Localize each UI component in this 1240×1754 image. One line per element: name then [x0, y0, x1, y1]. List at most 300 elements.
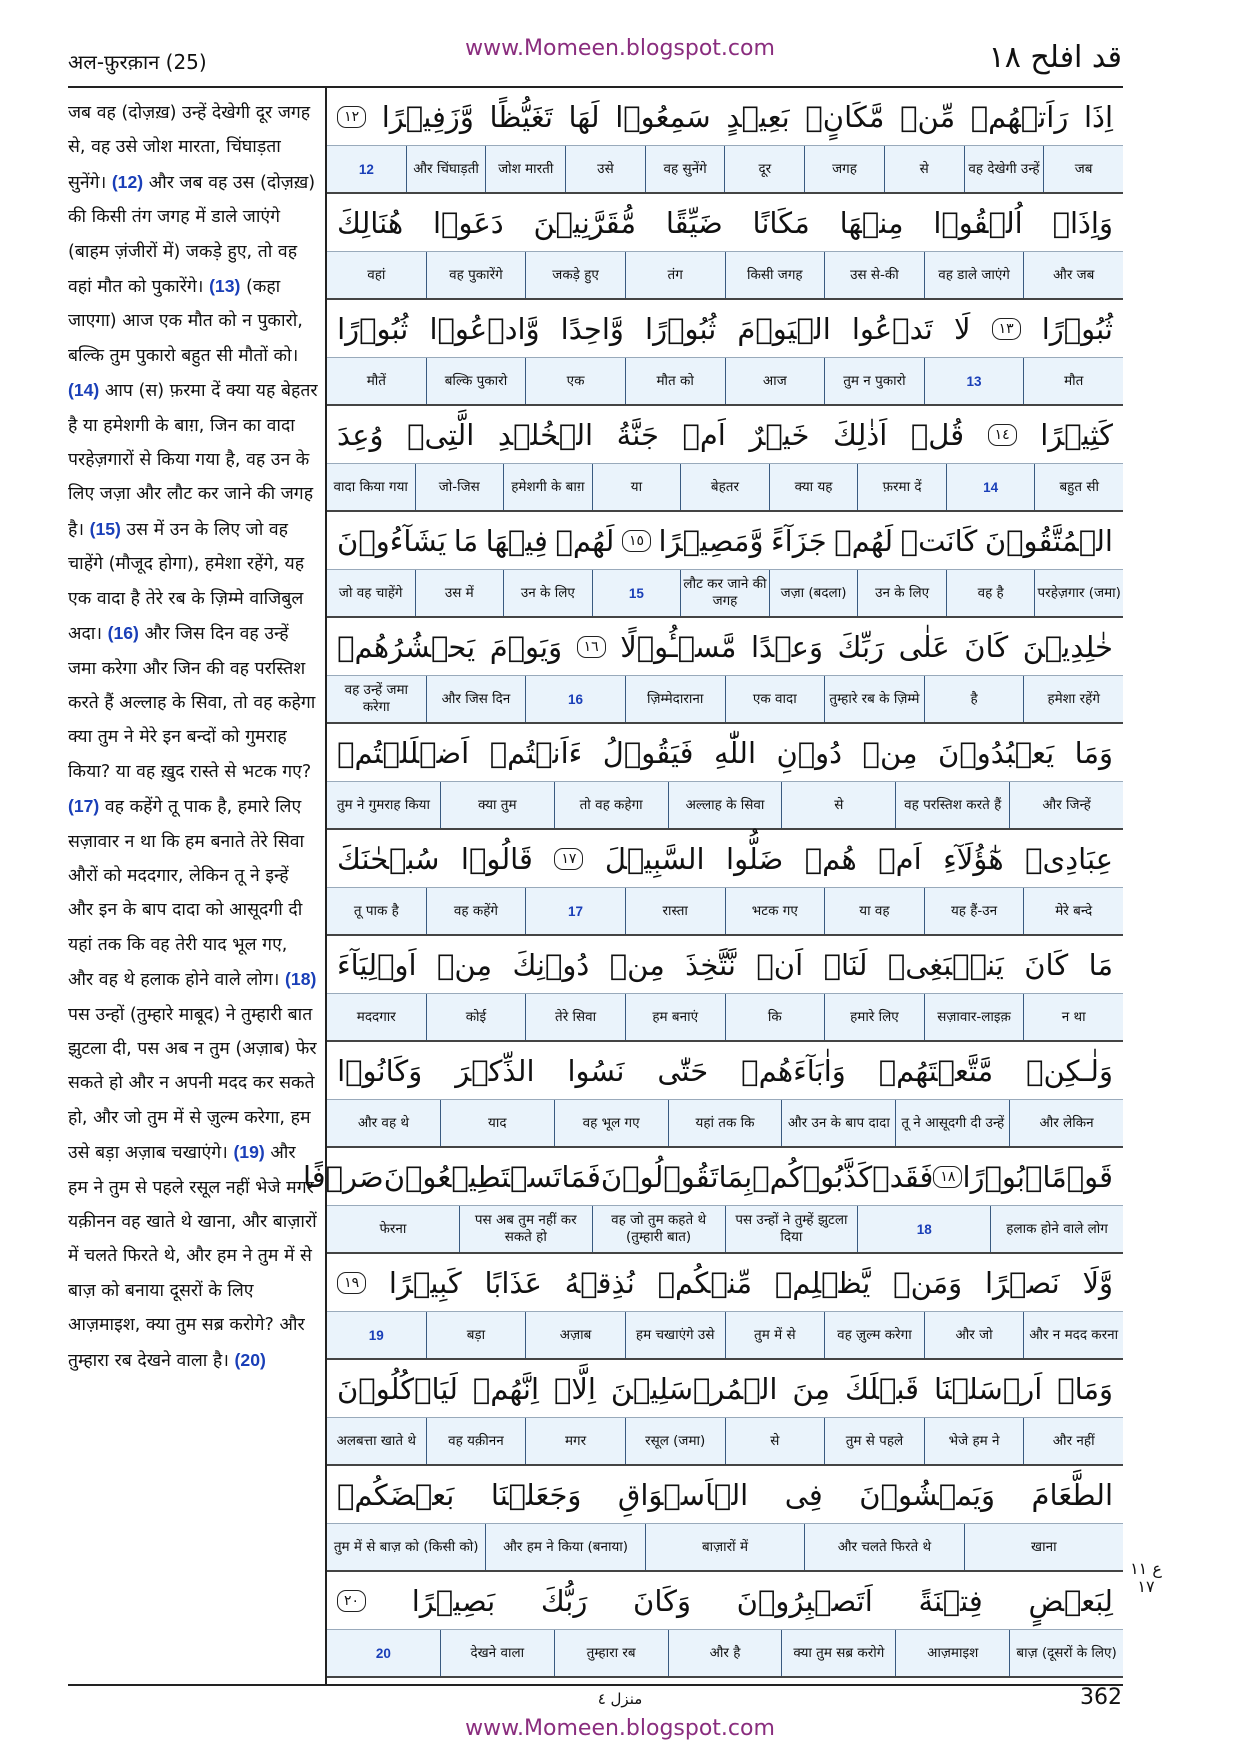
word-meaning-cell: वह डाले जाएंगे — [924, 252, 1024, 298]
word-meaning-cell: और जिस दिन — [426, 676, 526, 722]
translation-verse-17: और जिस दिन वह उन्हें जमा करेगा और जिन की वह परस्तिश करते हैं अल्लाह के सिवा, तो वह कहेगा क्या तुम ने मेरे इन बन्दों को गुमराह किया? या वह ख़ुद रास्ते से भटक गए? — [68, 624, 316, 782]
word-meaning-cell: मौत को — [625, 358, 725, 404]
word-meaning-cell: अलबत्ता खाते थे — [336, 1432, 417, 1449]
translation-row — [327, 782, 1123, 830]
verse-number: (18) — [285, 969, 317, 990]
word-meaning-cell: सज़ावार-लाइक़ — [924, 994, 1024, 1040]
arabic-word: ثُبُوۡرًا — [337, 311, 409, 346]
arabic-word: مَّسۡـُٔوۡلًا — [620, 629, 737, 664]
word-meaning-cell: और उन के बाप दादा — [781, 1100, 895, 1146]
arabic-word: تَسۡتَطِيۡعُوۡنَ — [383, 1159, 562, 1194]
footer-url[interactable]: www.Momeen.blogspot.com — [465, 1716, 775, 1741]
word-meaning-cell: कि — [725, 994, 825, 1040]
word-meaning-cell: तुम न पुकारो — [824, 358, 924, 404]
word-meaning-cell: और नहीं — [1023, 1418, 1123, 1464]
translation-row — [327, 252, 1123, 300]
verse-number-cell: 20 — [375, 1645, 391, 1661]
arabic-word: خٰلِدِيۡنَ — [1022, 629, 1113, 664]
word-meaning-cell: या — [592, 464, 681, 510]
word-meaning-cell: रास्ता — [625, 888, 725, 934]
word-meaning-cell: रसूल (जमा) — [625, 1418, 725, 1464]
arabic-line — [327, 512, 1123, 570]
word-meaning-cell: अज़ाब — [525, 1312, 625, 1358]
arabic-word: كَذَّبُوۡكُمۡ — [752, 1159, 873, 1194]
word-meaning-cell: क्या तुम — [440, 782, 554, 828]
word-meaning-cell: उस में — [415, 570, 504, 616]
arabic-word: يَنۡۢبَغِىۡ — [887, 947, 1004, 982]
word-meaning-cell: बहुत सी — [1034, 464, 1123, 510]
arabic-word: مَا — [1088, 947, 1113, 982]
arabic-word: صَرۡفًا — [302, 1159, 384, 1194]
word-by-word-grid — [302, 88, 1123, 1678]
word-meaning-cell: एक — [525, 358, 625, 404]
word-meaning-cell: तुम्हारे रब के ज़िम्मे — [824, 676, 924, 722]
arabic-word: يَشَآءُوۡنَ — [337, 523, 447, 558]
translation-row — [327, 1100, 1123, 1148]
translation-row — [327, 1312, 1123, 1360]
arabic-word: اَمۡ — [682, 417, 726, 452]
word-meaning-cell: और न मदद करना — [1023, 1312, 1123, 1358]
arabic-word: لَا — [953, 311, 971, 346]
word-meaning-cell: वह भूल गए — [554, 1100, 668, 1146]
arabic-word: مِنۡ — [436, 947, 492, 982]
word-meaning-cell: है — [924, 676, 1024, 722]
word-meaning-cell: मेरे बन्दे — [1023, 888, 1123, 934]
arabic-word: جَنَّةُ — [616, 417, 659, 452]
arabic-word: فَمَا — [561, 1159, 601, 1194]
arabic-word: وَاٰبَآءَهُمۡ — [741, 1053, 846, 1088]
arabic-word: سُبۡحٰنَكَ — [337, 841, 440, 876]
verse-number-cell: 14 — [946, 464, 1035, 510]
arabic-word: كَانَ — [1024, 947, 1069, 982]
word-meaning-cell: यह हैं-उन — [924, 888, 1024, 934]
word-meaning-cell: एक वादा — [725, 676, 825, 722]
word-meaning-cell: वह देखेगी उन्हें — [964, 146, 1044, 192]
word-meaning-cell: जो वह चाहेंगे — [338, 584, 403, 601]
word-meaning-cell: याद — [440, 1100, 554, 1146]
arabic-word: وَيَوۡمَ — [489, 629, 563, 664]
word-meaning-cell: वह ज़ुल्म करेगा — [824, 1312, 924, 1358]
arabic-word: كَانَتۡ — [900, 523, 978, 558]
arabic-word: لَنَاۤ — [823, 947, 868, 982]
arabic-word: مِنۡ — [609, 947, 665, 982]
arabic-line — [327, 300, 1123, 358]
arabic-word: قُلۡ — [910, 417, 965, 452]
arabic-word: مَّكَانٍۭ — [805, 99, 885, 134]
ruku-marker: ع ١١ ١٧ — [1130, 1559, 1162, 1596]
word-meaning-cell: बेहतर — [680, 464, 769, 510]
word-meaning-cell: तेरे सिवा — [525, 994, 625, 1040]
word-meaning-cell: जकड़े हुए — [525, 252, 625, 298]
arabic-word: ثُبُوۡرًا — [645, 311, 717, 346]
word-meaning-cell: तुम ने गुमराह किया — [336, 796, 431, 813]
word-meaning-cell: और चिंघाड़ती — [406, 146, 486, 192]
arabic-word: وَلٰـكِنۡ — [1026, 1053, 1113, 1088]
arabic-word: لَهَا — [568, 99, 600, 134]
word-meaning-cell: और जब — [1023, 252, 1123, 298]
verse-number-cell: 12 — [358, 161, 374, 177]
ayah-end-marker: ٢٠ — [337, 1590, 366, 1612]
arabic-word: وَمَنۡ — [893, 1265, 963, 1300]
verse-number-cell: 16 — [525, 676, 625, 722]
arabic-word: وُعِدَ — [337, 417, 384, 452]
arabic-word: اِنَّهُمۡ — [472, 1371, 540, 1406]
arabic-line — [327, 1042, 1123, 1100]
word-meaning-cell: तंग — [625, 252, 725, 298]
word-meaning-cell: वह जो तुम कहते थे (तुम्हारी बात) — [592, 1206, 725, 1252]
word-meaning-cell: बड़ा — [426, 1312, 526, 1358]
arabic-word: اَرۡسَلۡنَا — [933, 1371, 1043, 1406]
word-meaning-cell: बाज़ (दूसरों के लिए) — [1009, 1630, 1123, 1676]
word-meaning-cell: तो वह कहेगा — [554, 782, 668, 828]
arabic-word: اَوۡلِيَآءَ — [337, 947, 417, 982]
arabic-word: فِيۡهَا — [485, 523, 548, 558]
ayah-end-marker: ١٤ — [988, 424, 1017, 446]
ayah-end-marker: ١٣ — [992, 318, 1021, 340]
word-meaning-cell: तू पाक है — [353, 902, 399, 919]
arabic-word: اُلۡقُوۡا — [933, 205, 1023, 240]
arabic-word: الۡيَوۡمَ — [737, 311, 831, 346]
arabic-word: لَهُمۡ — [834, 523, 894, 558]
arabic-word: هُنَالِكَ — [337, 205, 404, 240]
translation-row — [327, 1630, 1123, 1678]
word-meaning-cell: और जो — [924, 1312, 1024, 1358]
word-meaning-cell: आज — [725, 358, 825, 404]
arabic-word: اِذَا — [1083, 99, 1113, 134]
word-meaning-cell: और हम ने किया (बनाया) — [485, 1524, 644, 1570]
word-meaning-cell: कोई — [426, 994, 526, 1040]
arabic-word: خَيۡرٌ — [749, 417, 810, 452]
word-meaning-cell: मगर — [525, 1418, 625, 1464]
word-meaning-cell: खाना — [964, 1524, 1123, 1570]
translation-row — [327, 1418, 1123, 1466]
arabic-word: رَبُّكَ — [540, 1583, 588, 1618]
word-meaning-cell: मददगार — [356, 1008, 396, 1025]
arabic-word: تَدۡعُوا — [851, 311, 933, 346]
translation-row — [327, 888, 1123, 936]
arabic-word: ءَاَنۡتُمۡ — [489, 735, 583, 770]
word-meaning-cell: और है — [668, 1630, 782, 1676]
arabic-word: مَكَانًا — [752, 205, 810, 240]
arabic-word: وَمَا — [1074, 735, 1113, 770]
word-meaning-cell: मौतें — [366, 372, 386, 389]
word-meaning-cell: पस अब तुम नहीं कर सकते हो — [459, 1206, 592, 1252]
arabic-word: الطَّعَامَ — [1031, 1477, 1113, 1512]
word-meaning-cell: या वह — [824, 888, 924, 934]
translation-row — [327, 570, 1123, 618]
word-meaning-cell: बल्कि पुकारो — [426, 358, 526, 404]
arabic-line — [327, 618, 1123, 676]
arabic-word: بُوۡرًا — [962, 1159, 1025, 1194]
arabic-word: وَّزَفِيۡرًا — [381, 99, 474, 134]
arabic-word: يَحۡشُرُهُمۡ — [337, 629, 476, 664]
arabic-word: السَّبِيۡلَ — [604, 841, 705, 876]
arabic-line — [327, 1254, 1123, 1312]
arabic-word: مُّقَرَّنِيۡنَ — [533, 205, 636, 240]
arabic-word: اَضۡلَلۡتُمۡ — [337, 735, 470, 770]
word-meaning-cell: हमारे लिए — [824, 994, 924, 1040]
word-meaning-cell: देखने वाला — [440, 1630, 554, 1676]
word-meaning-cell: जज़ा (बदला) — [769, 570, 858, 616]
arabic-word: لَهُمۡ — [555, 523, 615, 558]
word-meaning-cell: और जिन्हें — [1009, 782, 1123, 828]
arabic-word: يَعۡبُدُوۡنَ — [938, 735, 1055, 770]
translation-row — [327, 676, 1123, 724]
arabic-word: هُمۡ — [804, 841, 857, 876]
surah-title: अल-फ़ुरक़ान (25) — [68, 50, 207, 74]
arabic-word: بَعِيۡدٍ — [726, 99, 790, 134]
translation-verse-12: जब वह (दोज़ख़) उन्हें देखेगी दूर जगह से, वह उसे जोश मारता, चिंघाड़ता सुनेंगे। — [68, 103, 311, 193]
arabic-word: اَذٰلِكَ — [833, 417, 888, 452]
word-meaning-cell: तुम में से बाज़ को (किसी को) — [333, 1538, 479, 1555]
arabic-word: مِّنۡكُمۡ — [657, 1265, 753, 1300]
word-meaning-cell: उसे — [565, 146, 645, 192]
arabic-word: وَمَاۤ — [1057, 1371, 1113, 1406]
arabic-word: نُذِقۡهُ — [564, 1265, 635, 1300]
arabic-word: بَعۡضَكُمۡ — [337, 1477, 455, 1512]
arabic-word: وَكَانَ — [633, 1583, 691, 1618]
arabic-word: الۡخُلۡدِ — [497, 417, 594, 452]
arabic-word: مِنۡ — [862, 735, 918, 770]
arabic-word: عَذَابًا — [484, 1265, 542, 1300]
arabic-word: بَصِيۡرًا — [411, 1583, 496, 1618]
word-meaning-cell: ज़िम्मेदाराना — [625, 676, 725, 722]
word-meaning-cell: जो-जिस — [415, 464, 504, 510]
arabic-line — [327, 830, 1123, 888]
arabic-line — [327, 1466, 1123, 1524]
word-meaning-cell: लौट कर जाने की जगह — [680, 570, 769, 616]
translation-verse-15: आप (स) फ़रमा दें क्या यह बेहतर है या हमेशगी के बाग़, जिन का वादा परहेज़गारों से किया गया है, वह उन के लिए जज़ा और लौट कर जाने की जगह है। — [68, 381, 318, 540]
arabic-word: ضَيِّقًا — [665, 205, 723, 240]
verse-number: (16) — [107, 623, 139, 644]
arabic-word: الَّتِىۡ — [407, 417, 475, 452]
verse-number-cell: 19 — [368, 1327, 384, 1343]
translation-row — [327, 464, 1123, 512]
verse-number: (20) — [234, 1349, 266, 1370]
word-meaning-cell: जब — [1043, 146, 1123, 192]
verse-number: (19) — [233, 1142, 265, 1163]
word-meaning-cell: वह सुनेंगे — [645, 146, 725, 192]
bottom-rule — [68, 1684, 1123, 1686]
translation-verse-14: (कहा जाएगा) आज एक मौत को न पुकारो, बल्कि तुम पुकारो बहुत सी मौतों को। — [68, 277, 303, 366]
arabic-word: اَتَصۡبِرُوۡنَ — [736, 1583, 873, 1618]
arabic-word: وَّادۡعُوۡا — [429, 311, 540, 346]
translation-row — [327, 1524, 1123, 1572]
arabic-word: مَّتَّعۡتَهُمۡ — [878, 1053, 994, 1088]
word-meaning-cell: से — [781, 782, 895, 828]
word-meaning-cell: फेरना — [379, 1220, 407, 1237]
arabic-word: رَاَتۡهُمۡ — [970, 99, 1069, 134]
arabic-word: الۡاَسۡوَاقِ — [617, 1477, 749, 1512]
word-meaning-cell: वह पुकारेंगे — [426, 252, 526, 298]
arabic-line — [327, 88, 1123, 146]
translation-row — [327, 358, 1123, 406]
arabic-word: نَسُوا — [567, 1053, 625, 1088]
arabic-word: لَيَاۡكُلُوۡنَ — [337, 1371, 458, 1406]
word-meaning-cell: बाज़ारों में — [645, 1524, 804, 1570]
word-meaning-cell: और चलते फिरते थे — [804, 1524, 963, 1570]
word-meaning-cell: यहां तक कि — [668, 1100, 782, 1146]
translation-verse-13: और जब वह उस (दोज़ख़) की किसी तंग जगह में डाले जाएंगे (बाहम ज़ंजीरों में) जकड़े हुए, तो वह वहां मौत को पुकारेंगे। — [68, 172, 316, 298]
verse-number: (15) — [89, 518, 121, 539]
arabic-word: كَثِيۡرًا — [1040, 417, 1113, 452]
arabic-word: قَوۡمًاۢ — [1024, 1159, 1113, 1194]
ayah-end-marker: ١٢ — [337, 106, 366, 128]
word-meaning-cell: तुम्हारा रब — [554, 1630, 668, 1676]
verse-number-cell: 17 — [525, 888, 625, 934]
arabic-word: ضَلُّوا — [726, 841, 784, 876]
word-meaning-cell: क्या यह — [769, 464, 858, 510]
word-meaning-cell: हमेशा रहेंगे — [1023, 676, 1123, 722]
arabic-word: فَيَقُوۡلُ — [602, 735, 694, 770]
word-meaning-cell: हम बनाएं — [625, 994, 725, 1040]
translation-column — [68, 96, 318, 1378]
word-meaning-cell: हमेशगी के बाग़ — [503, 464, 592, 510]
word-meaning-cell: पस उन्हों ने तुम्हें झुटला दिया — [725, 1206, 858, 1252]
arabic-word: مِنَ — [792, 1371, 831, 1406]
word-meaning-cell: तुम में से — [725, 1312, 825, 1358]
arabic-word: اِلَّاۤ — [553, 1371, 596, 1406]
manzil-label: منزل ٤ — [597, 1690, 643, 1708]
word-meaning-cell: अल्लाह के सिवा — [668, 782, 782, 828]
arabic-word: نَّتَّخِذَ — [685, 947, 736, 982]
arabic-word: لِبَعۡضٍ — [1028, 1583, 1113, 1618]
arabic-word: دُوۡنِكَ — [512, 947, 590, 982]
word-meaning-cell: तुम से पहले — [824, 1418, 924, 1464]
verse-number-cell: 15 — [592, 570, 681, 616]
arabic-word: وَّاحِدًا — [560, 311, 624, 346]
word-meaning-cell: भेजे हम ने — [924, 1418, 1024, 1464]
word-meaning-cell: आज़माइश — [895, 1630, 1009, 1676]
verse-number: (12) — [111, 171, 144, 192]
arabic-word: وَاِذَاۤ — [1052, 205, 1113, 240]
verse-number: (13) — [209, 276, 241, 297]
arabic-word: فَقَدۡ — [872, 1159, 934, 1194]
arabic-word: عِبَادِىۡ — [1025, 841, 1113, 876]
ayah-end-marker: ١٩ — [337, 1272, 366, 1294]
verse-number: (14) — [68, 380, 100, 401]
arabic-word: فِى — [784, 1477, 823, 1512]
arabic-word: فِتۡنَةً — [918, 1583, 983, 1618]
word-meaning-cell: वादा किया गया — [333, 478, 408, 495]
arabic-word: وَجَعَلۡنَا — [490, 1477, 582, 1512]
arabic-word: نَصۡرًا — [984, 1265, 1060, 1300]
arabic-word: تَقُوۡلُوۡنَ — [600, 1159, 719, 1194]
word-meaning-cell: क्या तुम सब्र करोगे — [781, 1630, 895, 1676]
arabic-word: مِنۡهَا — [839, 205, 904, 240]
word-meaning-cell: से — [725, 1418, 825, 1464]
arabic-word: الۡمُرۡسَلِيۡنَ — [610, 1371, 778, 1406]
header-url[interactable]: www.Momeen.blogspot.com — [465, 36, 775, 61]
word-meaning-cell: परहेज़गार (जमा) — [1034, 570, 1123, 616]
word-meaning-cell: उन के लिए — [857, 570, 946, 616]
word-meaning-cell: किसी जगह — [725, 252, 825, 298]
arabic-line — [302, 1148, 1123, 1206]
arabic-word: اَمۡ — [878, 841, 922, 876]
word-meaning-cell: वह परस्तिश करते हैं — [895, 782, 1009, 828]
arabic-line — [327, 1572, 1123, 1630]
word-meaning-cell: उन के लिए — [503, 570, 592, 616]
arabic-word: هٰٓؤُلَآءِ — [943, 841, 1004, 876]
arabic-word: مَا — [453, 523, 479, 558]
arabic-word: الذِّكۡرَ — [455, 1053, 535, 1088]
word-meaning-cell: जोश मारती — [485, 146, 565, 192]
arabic-word: دُوۡنِ — [776, 735, 843, 770]
arabic-line — [327, 406, 1123, 464]
verse-number-cell: 13 — [924, 358, 1024, 404]
arabic-word: سَمِعُوۡا — [615, 99, 711, 134]
word-meaning-cell: मौत — [1023, 358, 1123, 404]
arabic-word: وَّمَصِيۡرًا — [658, 523, 764, 558]
arabic-word: الۡمُتَّقُوۡنَ — [984, 523, 1113, 558]
page-number: 362 — [1080, 1685, 1122, 1710]
arabic-word: قَبۡلَكَ — [844, 1371, 920, 1406]
word-meaning-cell: हलाक होने वाले लोग — [990, 1206, 1123, 1252]
word-meaning-cell: और लेकिन — [1009, 1100, 1123, 1146]
word-meaning-cell: वह उन्हें जमा करेगा — [344, 682, 409, 715]
arabic-line — [327, 1360, 1123, 1418]
translation-verse-16: उस में उन के लिए जो वह चाहेंगे (मौजूद होगा), हमेशा रहेंगे, यह एक वादा है तेरे रब के ज़िम्मे वाजिबुल अदा। — [68, 519, 305, 645]
ayah-end-marker: ١٧ — [554, 848, 583, 870]
word-meaning-cell: हम चखाएंगे उसे — [625, 1312, 725, 1358]
arabic-word: كَبِيۡرًا — [388, 1265, 462, 1300]
verse-number-cell: 18 — [857, 1206, 990, 1252]
word-meaning-cell: वह यक़ीनन — [426, 1418, 526, 1464]
arabic-word: وَكَانُوۡا — [337, 1053, 423, 1088]
word-meaning-cell: फ़रमा दें — [857, 464, 946, 510]
arabic-word: عَلٰى — [898, 629, 950, 664]
translation-verse-18: वह कहेंगे तू पाक है, हमारे लिए सज़ावार न था कि हम बनाते तेरे सिवा औरों को मददगार, लेकिन तू ने इन्हें और इन के बाप दादा को आसूदगी दी यहां तक कि वह तेरी याद भूल गए, और वह थे हलाक होने वाले लोग। — [68, 797, 305, 991]
word-meaning-cell: और वह थे — [357, 1114, 410, 1131]
word-meaning-cell: वह है — [946, 570, 1035, 616]
arabic-word: رَبِّكَ — [837, 629, 885, 664]
ayah-end-marker: ١٥ — [622, 530, 651, 552]
arabic-line — [327, 194, 1123, 252]
arabic-word: اللّٰهِ — [713, 735, 757, 770]
word-meaning-cell: वह कहेंगे — [426, 888, 526, 934]
arabic-word: اَنۡ — [756, 947, 804, 982]
arabic-word: وَّلَا — [1082, 1265, 1113, 1300]
word-meaning-cell: उस से-की — [824, 252, 924, 298]
arabic-word: جَزَآءً — [771, 523, 827, 558]
translation-row — [327, 994, 1123, 1042]
arabic-word: بِمَا — [718, 1159, 753, 1194]
word-meaning-cell: जगह — [804, 146, 884, 192]
arabic-word: يَّظۡلِمۡ — [774, 1265, 871, 1300]
arabic-word: مِّنۡ — [900, 99, 956, 134]
verse-number: (17) — [68, 796, 100, 817]
arabic-word: تَغَيُّظًا — [489, 99, 553, 134]
arabic-word: قَالُوۡا — [460, 841, 533, 876]
translation-row — [327, 1206, 1123, 1254]
arabic-word: دَعَوۡا — [433, 205, 504, 240]
word-meaning-cell: भटक गए — [725, 888, 825, 934]
word-meaning-cell: वहां — [367, 266, 386, 283]
ayah-end-marker: ١٦ — [577, 636, 606, 658]
arabic-word: ثُبُوۡرًا — [1041, 311, 1113, 346]
ayah-end-marker: ١٨ — [933, 1166, 962, 1188]
word-meaning-cell: तू ने आसूदगी दी उन्हें — [895, 1100, 1009, 1146]
translation-verse-20: और हम ने तुम से पहले रसूल नहीं भेजे मगर यक़ीनन वह खाते थे खाना, और बाज़ारों में चलते फिरते थे, और हम ने तुम में से बाज़ को बनाया दूसरों के लिए आज़माइश, क्या तुम सब्र करोगे? और तुम्हारा रब देखने वाला है। — [68, 1143, 317, 1371]
arabic-word: وَعۡدًا — [751, 629, 823, 664]
word-meaning-cell: न था — [1023, 994, 1123, 1040]
word-meaning-cell: दूर — [724, 146, 804, 192]
arabic-line — [327, 936, 1123, 994]
arabic-line — [327, 724, 1123, 782]
arabic-word: وَيَمۡشُوۡنَ — [859, 1477, 996, 1512]
arabic-word: حَتّٰى — [657, 1053, 709, 1088]
translation-verse-19: पस उन्हों (तुम्हारे माबूद) ने तुम्हारी बात झुटला दी, पस अब न तुम (अज़ाब) फेर सकते हो और न अपनी मदद कर सकते हो, और जो तुम में से ज़ुल्म करेगा, हम उसे बड़ा अज़ाब चखाएंगे। — [68, 1004, 317, 1164]
